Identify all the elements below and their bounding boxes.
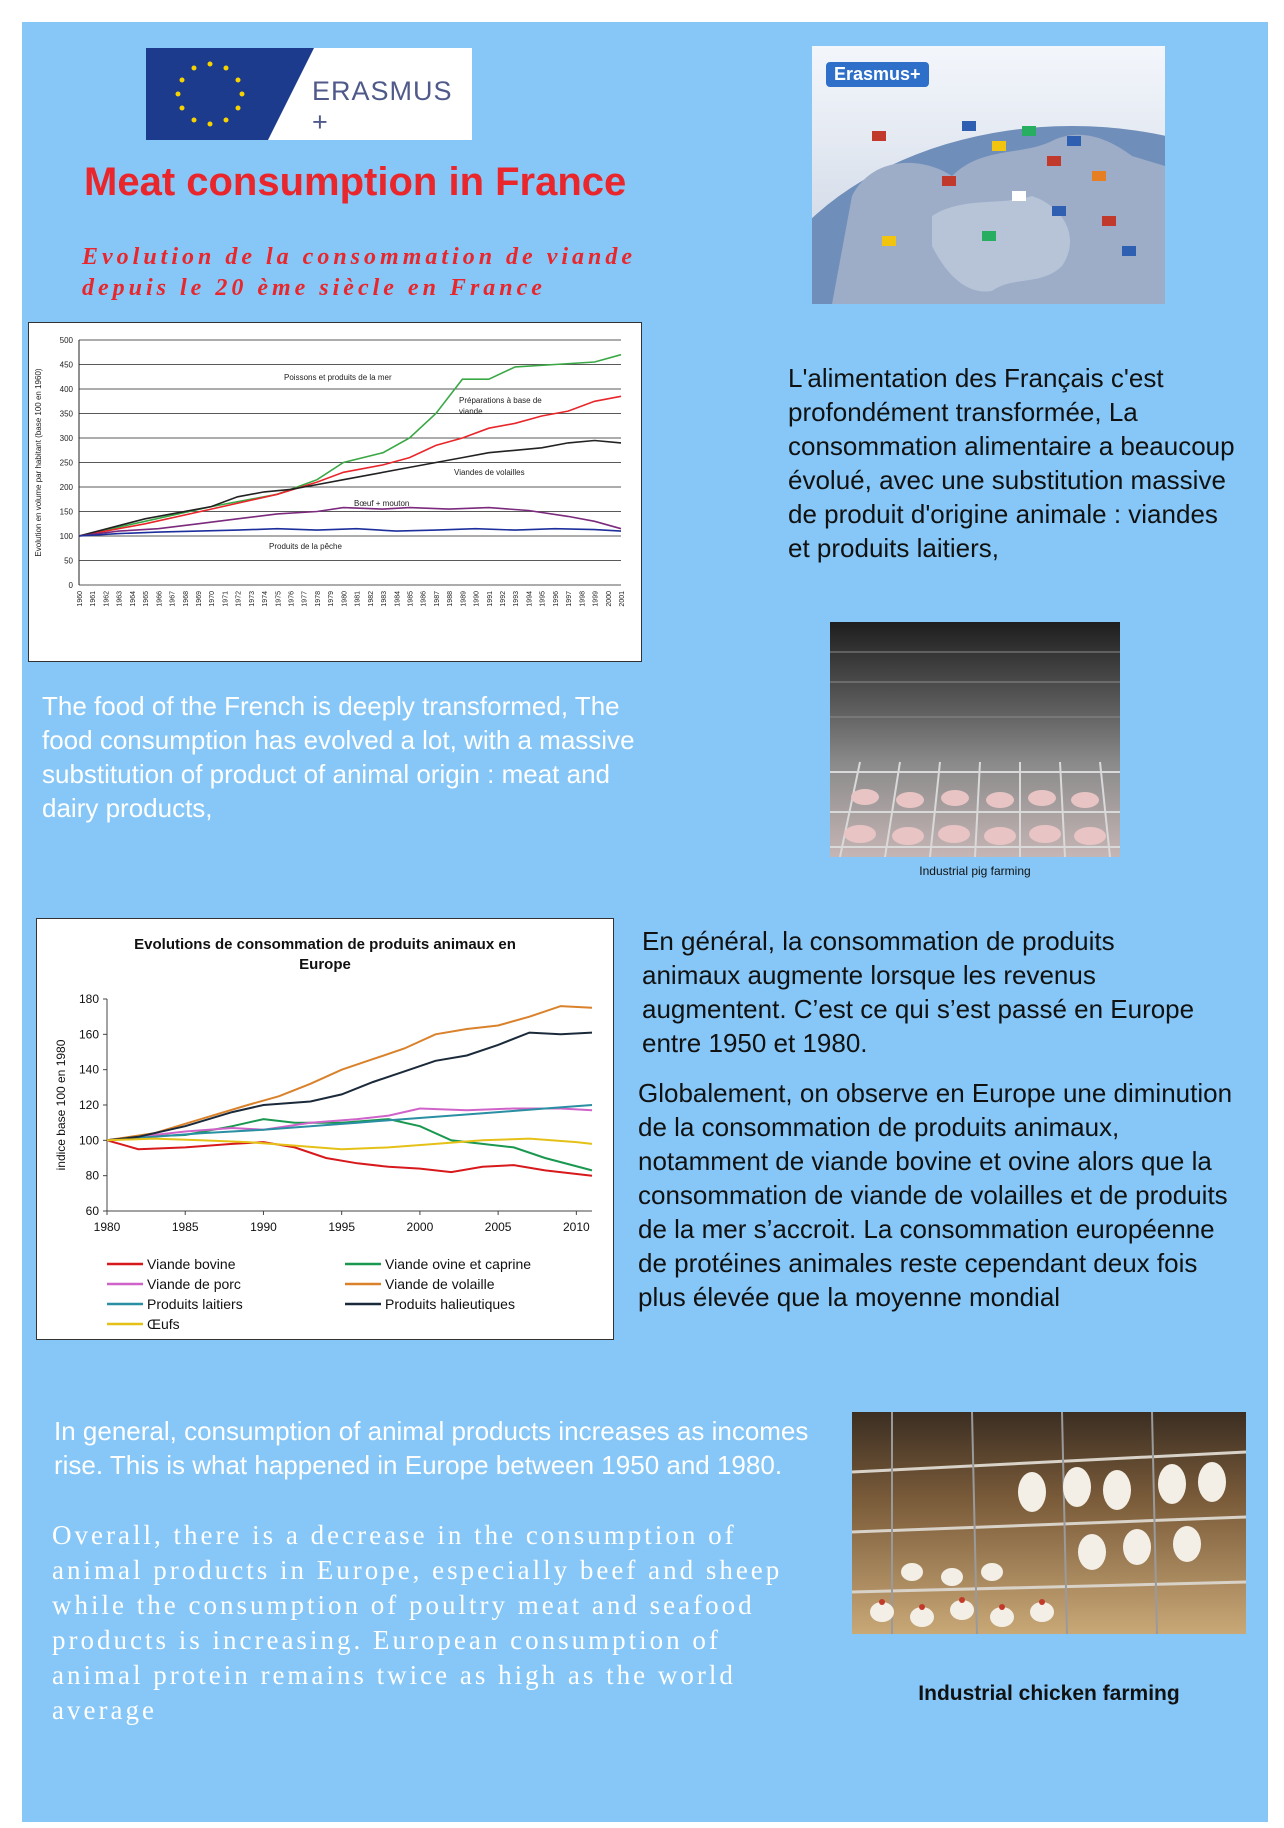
chart1-x-tick: 1960 — [77, 591, 84, 607]
chart2-y-tick: 180 — [78, 992, 99, 1006]
chart2-x-tick: 2005 — [484, 1220, 512, 1234]
chart1-x-tick: 1977 — [301, 591, 309, 607]
erasmus-logo — [146, 48, 472, 140]
chart1-y-tick: 250 — [59, 458, 73, 468]
chart1-annotation: Bœuf + mouton — [354, 499, 410, 508]
chart2-y-tick: 100 — [78, 1133, 99, 1148]
fr-intro-text: L'alimentation des Français c'est profondément transformée, La consommation alimentaire a beaucoup évolué, avec une substitution massive de produit d'origine animale : viandes et produits laitiers, — [788, 363, 1235, 563]
chart1-x-tick: 1969 — [195, 591, 203, 607]
chart1-x-tick: 1990 — [473, 591, 481, 607]
chart1-x-tick: 1965 — [143, 591, 151, 607]
chart2-series-line — [107, 1105, 592, 1140]
chart1-subtitle: Evolution de la consommation de viande depuis le 20 ème siècle en France — [82, 244, 637, 301]
chart1-x-tick: 1997 — [566, 591, 574, 607]
chart1-x-tick: 1962 — [103, 591, 111, 607]
chart1-x-tick: 1989 — [460, 591, 468, 607]
chart2-legend-label: Viande ovine et caprine — [385, 1256, 532, 1272]
chart1-x-tick: 2001 — [619, 591, 626, 607]
chart1-x-tick: 1985 — [407, 591, 415, 607]
chart1-x-tick: 1980 — [341, 591, 349, 607]
chart2-title: Evolutions de consommation de produits animaux en — [134, 936, 516, 953]
chart1-annotation: Poissons et produits de la mer — [284, 373, 392, 382]
europe-map-image — [812, 46, 1165, 304]
chart1-y-tick: 450 — [59, 360, 73, 370]
chart1-y-tick: 300 — [59, 434, 73, 443]
chart1-x-tick: 1978 — [314, 591, 322, 607]
chart1-x-tick: 1963 — [116, 591, 124, 607]
chart1-x-tick: 1979 — [328, 591, 336, 607]
chart2-series-line — [107, 1140, 592, 1175]
chart1-y-tick: 400 — [59, 385, 73, 394]
chart1-y-label: Evolution en volume par habitant (base 100 en 1960) — [34, 368, 43, 557]
chart1-x-tick: 1972 — [235, 591, 243, 607]
pig-pens-graphic — [830, 622, 1120, 857]
chart1-x-tick: 1995 — [539, 591, 547, 607]
fr-para-1: En général, la consommation de produits animaux augmente lorsque les revenus augmentent. C’est ce qui s’est passé en Europe entre 1950 et 1980. — [642, 926, 1195, 1058]
chart2-x-tick: 1995 — [328, 1220, 356, 1234]
chart2-x-tick: 1990 — [250, 1220, 277, 1234]
chart2-y-tick: 140 — [78, 1062, 99, 1077]
chart2-y-tick: 60 — [85, 1204, 99, 1218]
chart2-legend-label: Viande de porc — [147, 1276, 241, 1292]
chart1-x-tick: 1966 — [156, 591, 164, 607]
chart1-x-tick: 1976 — [288, 591, 296, 607]
chart2-x-tick: 2000 — [406, 1220, 434, 1234]
chart2-svg — [37, 919, 613, 1339]
chart1-x-tick: 1994 — [526, 591, 534, 607]
page-title: Meat consumption in France — [84, 160, 627, 204]
chart1-x-tick: 1973 — [248, 591, 256, 607]
chart1-annotation: Viandes de volailles — [454, 468, 525, 477]
chart1-x-tick: 1981 — [354, 591, 362, 607]
chart1-y-tick: 200 — [59, 483, 73, 492]
chart2-y-label: indice base 100 en 1980 — [54, 1039, 68, 1171]
chart1-y-tick: 500 — [59, 336, 73, 345]
chart2-legend-label: Œufs — [147, 1316, 180, 1332]
chart2-x-tick: 2010 — [563, 1220, 590, 1234]
chart1-x-tick: 1975 — [275, 591, 283, 607]
chart1-x-tick: 1999 — [592, 591, 600, 607]
chart2-y-tick: 160 — [78, 1027, 99, 1042]
chart1-x-tick: 1988 — [447, 591, 455, 607]
chart2-legend-label: Produits halieutiques — [385, 1296, 515, 1312]
chart1-x-tick: 1967 — [169, 591, 177, 607]
chart1-annotation: Produits de la pêche — [269, 542, 342, 551]
chart1-x-tick: 1964 — [129, 591, 137, 607]
chart1-x-tick: 1983 — [381, 591, 389, 607]
chart2-container — [36, 918, 614, 1340]
chart1-x-tick: 1970 — [209, 591, 217, 607]
chart1-series-line — [79, 396, 621, 536]
chart1-y-tick: 50 — [64, 556, 73, 566]
chart1-svg — [29, 323, 641, 661]
chart2-y-tick: 120 — [78, 1098, 99, 1112]
erasmus-logo-text: ERASMUS + — [312, 76, 453, 137]
chart1-container — [28, 322, 642, 662]
chart2-x-tick: 1980 — [93, 1220, 121, 1234]
chart1-x-tick: 1996 — [552, 591, 560, 607]
chart1-x-tick: 1971 — [222, 591, 230, 607]
chart1-x-tick: 1974 — [262, 591, 270, 607]
chart1-x-tick: 1991 — [486, 591, 494, 607]
chart1-series-line — [79, 441, 621, 537]
chart1-annotation: Préparations à base de — [459, 396, 542, 405]
erasmus-badge: Erasmus+ — [826, 62, 929, 87]
poster — [22, 22, 1268, 1822]
chart1-x-tick: 1998 — [579, 591, 587, 607]
chart2-title: Europe — [299, 956, 351, 973]
en-intro-text: The food of the French is deeply transformed, The food consumption has evolved a lot, with a massive substitution of product of animal origin : meat and dairy products, — [42, 691, 635, 823]
chart2-legend-label: Produits laitiers — [147, 1296, 243, 1312]
chart1-x-tick: 1982 — [367, 591, 375, 607]
chart2-y-tick: 80 — [85, 1168, 99, 1183]
en-para-2: Overall, there is a decrease in the consumption of animal products in Europe, especially beef and sheep while the consumption of poultry meat and seafood products is increasing. European consumption of animal protein remains twice as high as the world average — [52, 1520, 783, 1725]
chart1-x-tick: 2000 — [605, 591, 613, 607]
chart1-x-tick: 1986 — [420, 591, 428, 607]
chart1-y-tick: 100 — [59, 532, 73, 541]
fr-para-2: Globalement, on observe en Europe une diminution de la consommation de produits animaux, notamment de viande bovine et ovine alors que la consommation de viande de volailles et de produits de la mer s’accroit. La consommation européenne de protéines animales reste cependant deux fois plus élevée que la moyenne mondial — [638, 1078, 1233, 1312]
chart2-legend-label: Viande bovine — [147, 1256, 236, 1272]
chart1-series-line — [79, 529, 621, 536]
en-para-1: In general, consumption of animal products increases as incomes rise. This is what happened in Europe between 1950 and 1980. — [54, 1416, 809, 1480]
chicken-farming-photo — [852, 1412, 1246, 1634]
chart2-x-tick: 1985 — [171, 1220, 199, 1234]
pig-caption: Industrial pig farming — [919, 864, 1031, 878]
chart1-x-tick: 1984 — [394, 591, 402, 607]
chart2-legend-label: Viande de volaille — [385, 1276, 495, 1292]
chart1-x-tick: 1992 — [500, 591, 508, 607]
chicken-cages-graphic — [852, 1412, 1246, 1634]
pig-farming-photo — [830, 622, 1120, 857]
chicken-caption: Industrial chicken farming — [918, 1682, 1180, 1705]
chart1-y-tick: 0 — [68, 581, 73, 590]
chart1-y-tick: 150 — [59, 507, 73, 517]
chart1-x-tick: 1987 — [433, 591, 441, 607]
chart1-x-tick: 1961 — [90, 591, 98, 607]
chart1-x-tick: 1968 — [182, 591, 190, 607]
chart1-y-tick: 350 — [59, 409, 73, 419]
chart1-x-tick: 1993 — [513, 591, 521, 607]
chart1-annotation: viande — [459, 407, 483, 416]
